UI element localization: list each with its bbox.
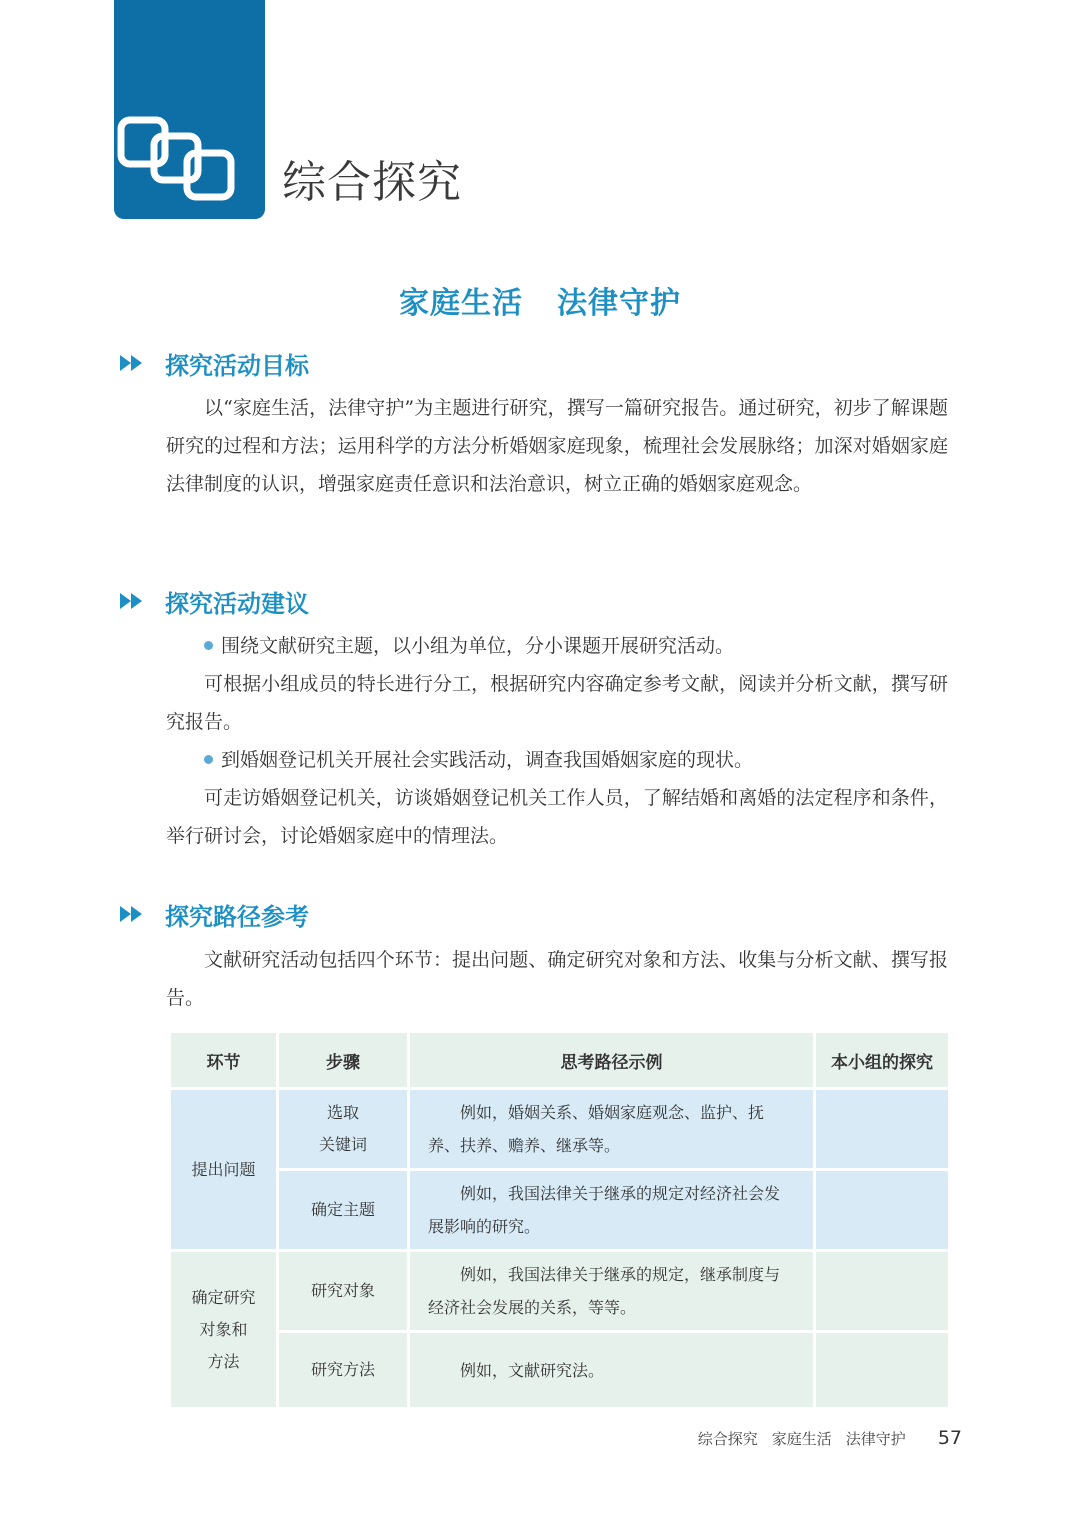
footer-title-part2: 法律守护: [845, 1430, 906, 1448]
table-row: [170, 1089, 950, 1170]
header-own-inquiry: 本小组的探究: [815, 1032, 950, 1089]
stage-line: 确定研究: [191, 1287, 256, 1307]
bullet-dot-icon: [204, 755, 213, 764]
inquiry-path-table: [168, 1030, 951, 1410]
footer-chapter: 综合探究: [697, 1430, 758, 1448]
own-inquiry-cell[interactable]: [815, 1089, 950, 1170]
chapter-title: 综合探究: [282, 157, 462, 208]
linked-squares-icon: [114, 110, 265, 210]
section-heading-label: 探究路径参考: [165, 903, 309, 931]
table-row: [170, 1170, 950, 1251]
suggestion-detail-2: 可走访婚姻登记机关，访谈婚姻登记机关工作人员，了解结婚和离婚的法定程序和条件，举行研讨会，讨论婚姻家庭中的情理法。: [166, 787, 948, 847]
stage-cell: 提出问题: [170, 1089, 278, 1251]
suggestion-bullet-2: [166, 741, 948, 779]
double-arrow-icon: [120, 904, 146, 924]
header-step: 步骤: [278, 1032, 409, 1089]
double-arrow-icon: [120, 353, 146, 373]
bullet-dot-icon: [204, 641, 213, 650]
suggestion-bullet-1: [166, 627, 948, 665]
table-row: [170, 1251, 950, 1332]
suggestion-title: 到婚姻登记机关开展社会实践活动，调查我国婚姻家庭的现状。: [221, 749, 754, 771]
section-heading-label: 探究活动建议: [165, 590, 309, 618]
page-footer: [698, 1427, 962, 1449]
double-arrow-icon: [120, 591, 146, 611]
step-cell: 确定主题: [278, 1170, 409, 1251]
header-stage: 环节: [170, 1032, 278, 1089]
section-heading-label: 探究活动目标: [165, 352, 309, 380]
step-line: 选取: [326, 1103, 359, 1122]
own-inquiry-cell[interactable]: [815, 1170, 950, 1251]
page-title-part2: 法律守护: [557, 286, 681, 321]
stage-line: 对象和: [199, 1319, 248, 1339]
stage-cell: [170, 1251, 278, 1409]
path-paragraph: 文献研究活动包括四个环节：提出问题、确定研究对象和方法、收集与分析文献、撰写报告。: [166, 949, 948, 1009]
example-cell: 例如，婚姻关系、婚姻家庭观念、监护、抚养、扶养、赡养、继承等。: [409, 1089, 815, 1170]
footer-title-part1: 家庭生活: [771, 1430, 832, 1448]
page-title-part1: 家庭生活: [399, 286, 523, 321]
table-header-row: [170, 1032, 950, 1089]
own-inquiry-cell[interactable]: [815, 1332, 950, 1409]
suggestion-detail-1: 可根据小组成员的特长进行分工，根据研究内容确定参考文献，阅读并分析文献，撰写研究报告。: [166, 673, 948, 733]
stage-line: 方法: [207, 1351, 240, 1371]
page-title: [0, 278, 1080, 322]
example-cell: 例如，我国法律关于继承的规定，继承制度与经济社会发展的关系，等等。: [409, 1251, 815, 1332]
header-example: 思考路径示例: [409, 1032, 815, 1089]
step-cell: 研究对象: [278, 1251, 409, 1332]
example-cell: 例如，文献研究法。: [409, 1332, 815, 1409]
own-inquiry-cell[interactable]: [815, 1251, 950, 1332]
chapter-tab: [114, 0, 265, 219]
step-line: 关键词: [318, 1135, 367, 1154]
goals-paragraph: 以“家庭生活，法律守护”为主题进行研究，撰写一篇研究报告。通过研究，初步了解课题研究的过程和方法；运用科学的方法分析婚姻家庭现象，梳理社会发展脉络；加深对婚姻家庭法律制度的认识，增强家庭责任意识和法治意识，树立正确的婚姻家庭观念。: [166, 397, 948, 495]
table-row: [170, 1332, 950, 1409]
step-cell: 研究方法: [278, 1332, 409, 1409]
suggestion-title: 围绕文献研究主题，以小组为单位，分小课题开展研究活动。: [221, 635, 735, 657]
example-cell: 例如，我国法律关于继承的规定对经济社会发展影响的研究。: [409, 1170, 815, 1251]
page-number: 57: [937, 1427, 962, 1449]
step-cell: [278, 1089, 409, 1170]
